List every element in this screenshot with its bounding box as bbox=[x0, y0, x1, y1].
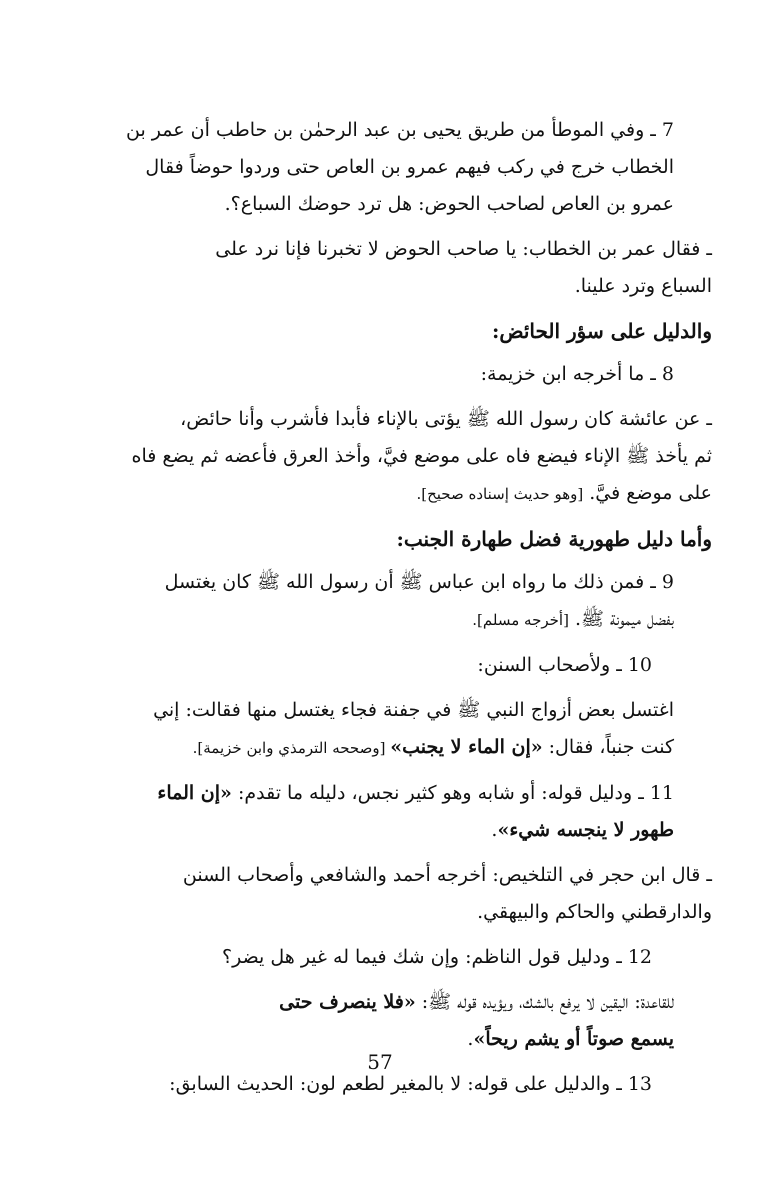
paragraph-13: 13 ـ والدليل على قوله: لا بالمغير لطعم لون: الحديث السابق: bbox=[169, 1073, 652, 1095]
text-line: ـ قال ابن حجر في التلخيص: أخرجه أحمد والشافعي وأصحاب السنن bbox=[182, 864, 712, 886]
text-line: اغتسل بعض أزواج النبي ﷺ في جفنة فجاء يغتسل منها فقالت: إني bbox=[153, 699, 674, 721]
text-line: عمرو بن العاص لصاحب الحوض: هل ترد حوضك السباع؟. bbox=[224, 193, 674, 215]
paragraph-10: 10 ـ ولأصحاب السنن: bbox=[477, 654, 652, 676]
paragraph-12: 12 ـ ودليل قول الناظم: وإن شك فيما له غير هل يضر؟ bbox=[222, 946, 652, 968]
paragraph-11 bbox=[92, 775, 712, 849]
text-line: الخطاب خرج في ركب فيهم عمرو بن العاص حتى وردوا حوضاً فقال bbox=[145, 156, 674, 178]
text-fragment: . bbox=[467, 1028, 474, 1050]
text-line: ثم يأخذ ﷺ الإناء فيضع فاه على موضع فيَّ، وأخذ العرق فأعضه ثم يضع فاه bbox=[131, 445, 712, 467]
text-line: 7 ـ وفي الموطأ من طريق يحيى بن عبد الرحمٰن بن حاطب أن عمر بن bbox=[126, 119, 674, 141]
hadith-quote: «إن الماء لا يجنب» bbox=[390, 736, 543, 758]
text-fragment: . bbox=[491, 819, 498, 841]
paragraph-9 bbox=[92, 564, 712, 639]
text-fragment: للقاعدة: اليقين لا يرفع بالشك، ويؤيده قوله ﷺ: bbox=[415, 991, 674, 1013]
paragraph-7 bbox=[92, 112, 712, 223]
hadith-quote: «فلا ينصرف حتى bbox=[279, 991, 416, 1013]
text-line: والدارقطني والحاكم والبيهقي. bbox=[477, 901, 712, 923]
citation-note: [أخرجه مسلم]. bbox=[472, 611, 569, 629]
citation-note: [وهو حديث إسناده صحيح]. bbox=[416, 485, 584, 503]
paragraph-8: 8 ـ ما أخرجه ابن خزيمة: bbox=[480, 363, 674, 385]
section-heading-menstruation: والدليل على سؤر الحائض: bbox=[491, 319, 712, 343]
paragraph-rule bbox=[92, 984, 712, 1058]
text-line: 9 ـ فمن ذلك ما رواه ابن عباس ﷺ أن رسول الله ﷺ كان يغتسل bbox=[164, 571, 674, 593]
text-fragment: كنت جنباً، فقال: bbox=[542, 736, 674, 758]
hadith-quote: طهور لا ينجسه شيء» bbox=[497, 819, 674, 841]
text-line: ـ فقال عمر بن الخطاب: يا صاحب الحوض لا تخبرنا فإنا نرد على bbox=[215, 238, 712, 260]
page-body bbox=[92, 112, 712, 1111]
paragraph-omar bbox=[92, 231, 712, 305]
paragraph-wives bbox=[92, 692, 712, 767]
text-line: بفضل ميمونة ﷺ. bbox=[574, 608, 674, 630]
page-number: 57 bbox=[367, 1050, 393, 1074]
section-heading-junub: وأما دليل طهورية فضل طهارة الجنب: bbox=[396, 527, 712, 551]
text-line: ـ عن عائشة كان رسول الله ﷺ يؤتى بالإناء فأبدا فأشرب وأنا حائض، bbox=[180, 408, 712, 430]
paragraph-aisha bbox=[92, 401, 712, 513]
text-line: السباع وترد علينا. bbox=[574, 275, 712, 297]
text-fragment: 11 ـ ودليل قوله: أو شابه وهو كثير نجس، دليله ما تقدم: bbox=[231, 782, 674, 804]
hadith-quote: يسمع صوتاً أو يشم ريحاً» bbox=[473, 1028, 674, 1050]
paragraph-ibn-hajar bbox=[92, 857, 712, 931]
citation-note: [وصححه الترمذي وابن خزيمة]. bbox=[192, 739, 391, 757]
hadith-quote: «إن الماء bbox=[157, 782, 232, 804]
text-line: على موضع فيَّ. bbox=[589, 482, 712, 504]
